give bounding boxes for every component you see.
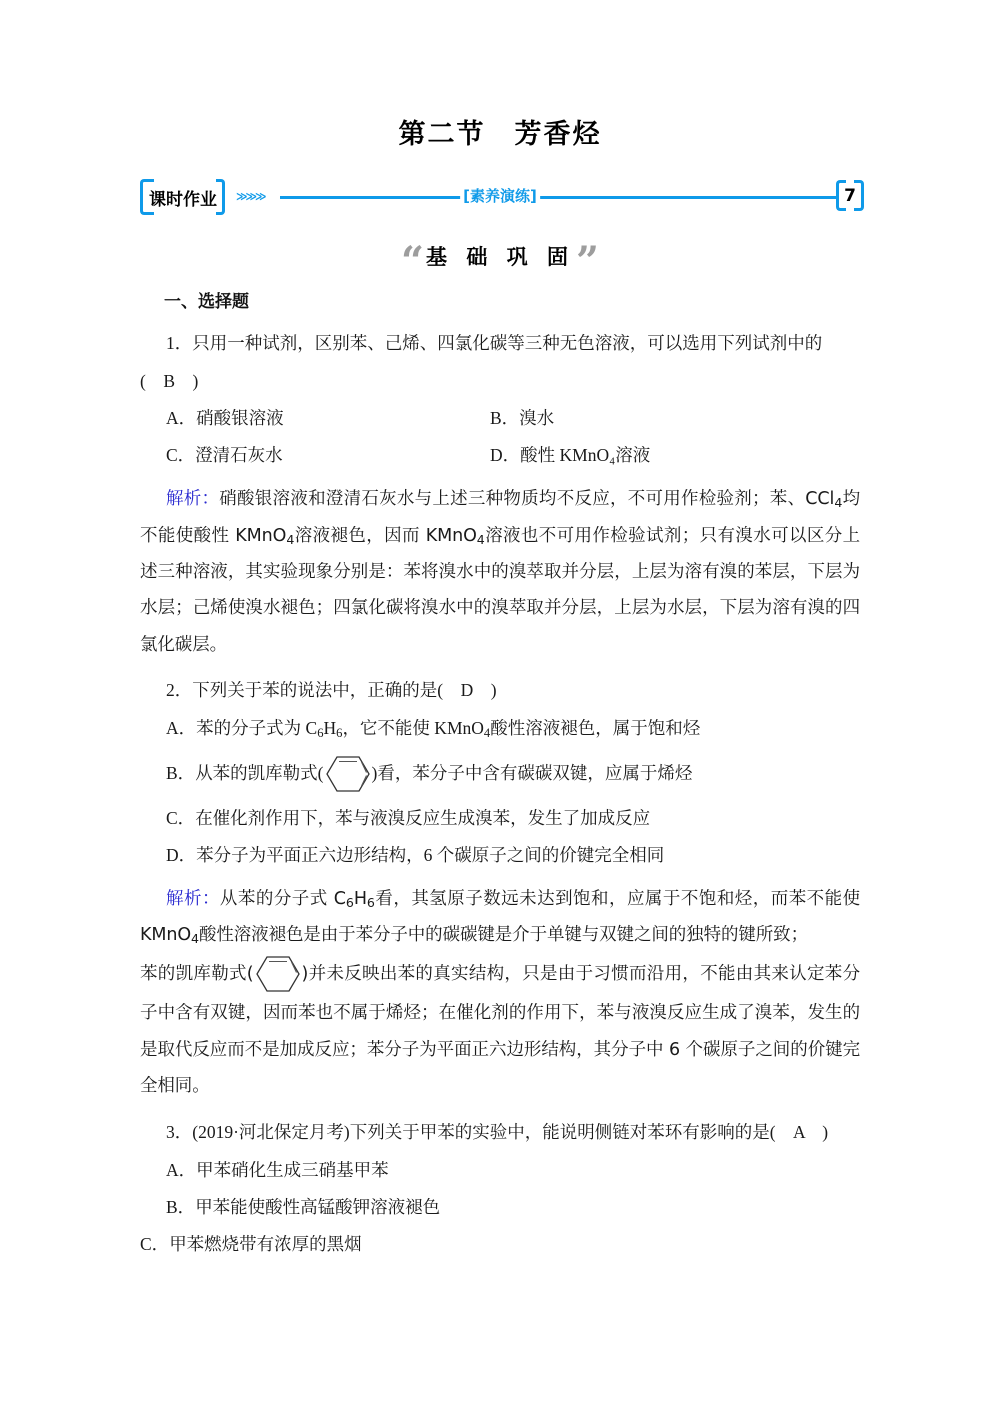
question-2-analysis-cont: 苯的凯库勒式( )并未反映出苯的真实结构，只是由于习惯而沿用，不能由其来认定苯分子中含有双键，因而苯也不属于烯烃；在催化剂的作用下，苯与液溴反应生成了溴苯，发生的是取代反应而不是加成反应；苯分子为平面正六边形结构，其分子中 6 个碳原子之间的价键完全相同。	[140, 953, 860, 1104]
banner-label: 课时作业	[140, 179, 220, 215]
badge-number: 7	[836, 180, 864, 211]
analysis-label: 解析：	[166, 489, 220, 510]
section-heading	[140, 238, 860, 285]
option-B[interactable]: B．溴水	[490, 408, 555, 429]
question-2-option-B[interactable]: B．从苯的凯库勒式( )看，苯分子中含有碳碳双键，应属于烯烃	[140, 753, 860, 795]
exercise-banner	[140, 177, 860, 219]
question-1-options-row-1	[140, 404, 860, 432]
quote-open-icon: “	[401, 238, 425, 285]
quote-close-icon: ”	[575, 238, 599, 285]
question-1-options-row-2	[140, 441, 860, 469]
question-2-stem: 2．下列关于苯的说法中，正确的是( D )	[166, 680, 497, 701]
part-label: 一、选择题	[164, 292, 249, 312]
question-3-option-B[interactable]: B．甲苯能使酸性高锰酸钾溶液褪色	[166, 1196, 441, 1217]
question-2-option-C[interactable]: C．在催化剂作用下，苯与液溴反应生成溴苯，发生了加成反应	[166, 807, 651, 828]
banner-center-label: [素养演练]	[460, 186, 540, 206]
section-heading-label: 基 础 巩 固	[426, 245, 574, 269]
page-title: 第二节 芳香烃	[398, 119, 602, 150]
question-1-analysis: 解析：硝酸银溶液和澄清石灰水与上述三种物质均不反应，不可用作检验剂；苯、CCl$_4$均不能使酸性 KMnO$_4$溶液褪色，因而 KMnO$_4$溶液也不可用作检验试剂；只有溴水可以区分上述三种溶液，其实验现象分别是：苯将溴水中的溴萃取并分层，上层为溶有溴的苯层，下层为水层；己烯使溴水褪色；四氯化碳将溴水中的溴萃取并分层，上层为水层，下层为溶有溴的四氯化碳层。	[140, 489, 860, 655]
question-2-option-A[interactable]: A．苯的分子式为 $C_6H_6$，它不能使 KMnO$_4$酸性溶液褪色，属于饱和烃	[166, 718, 701, 741]
question-3-option-A[interactable]: A．甲苯硝化生成三硝基甲苯	[166, 1159, 389, 1180]
question-2-option-D[interactable]: D．苯分子为平面正六边形结构，6 个碳原子之间的价键完全相同	[166, 844, 665, 865]
option-C[interactable]: C．澄清石灰水	[166, 445, 283, 466]
option-A[interactable]: A．硝酸银溶液	[166, 408, 284, 429]
question-2-analysis: 解析：从苯的分子式 $C_6H_6$看，其氢原子数远未达到饱和，应属于不饱和烃，而苯不能使 KMnO$_4$酸性溶液褪色是由于苯分子中的碳碳键是介于单键与双键之间的独特的键所致；	[140, 888, 861, 947]
option-D[interactable]: D．酸性 KMnO₄溶液	[490, 445, 651, 466]
analysis-label: 解析：	[166, 888, 220, 909]
chevron-right-icon: ≫≫≫	[236, 190, 265, 203]
question-1-stem: 1．只用一种试剂，区别苯、己烯、四氯化碳等三种无色溶液，可以选用下列试剂中的	[166, 333, 823, 354]
question-1-answer: ( B )	[140, 371, 199, 392]
banner-rule	[280, 196, 860, 199]
kekule-benzene-icon	[325, 753, 371, 795]
question-3-stem: 3．(2019·河北保定月考)下列关于甲苯的实验中，能说明侧链对苯环有影响的是( A )	[166, 1121, 829, 1142]
kekule-benzene-icon	[255, 953, 301, 995]
question-3-option-C[interactable]: C．甲苯燃烧带有浓厚的黑烟	[140, 1233, 362, 1254]
